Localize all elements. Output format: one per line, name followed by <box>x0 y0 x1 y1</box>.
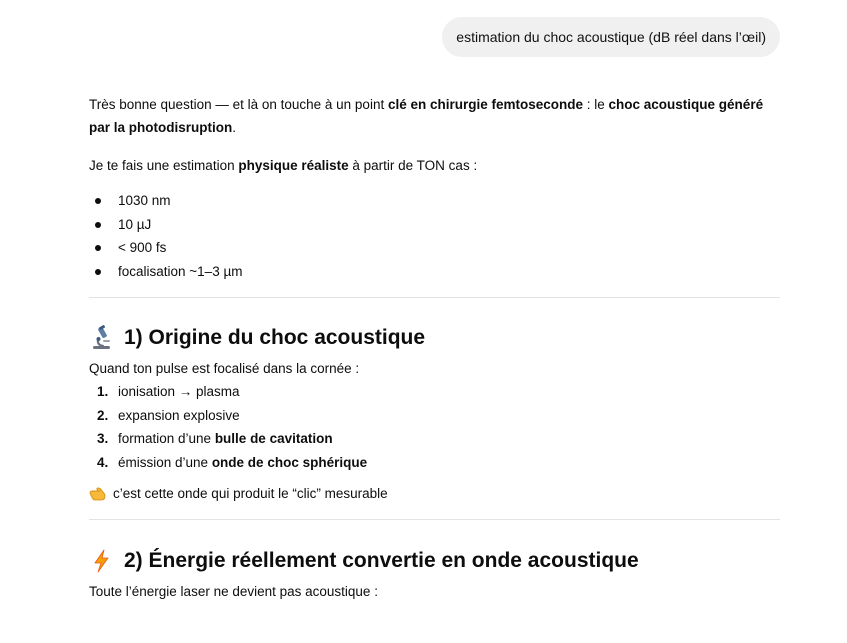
list-item-text: focalisation ~1–3 µm <box>118 263 243 279</box>
user-message-bubble <box>442 17 780 57</box>
list-number: 2. <box>97 407 109 423</box>
list-item <box>89 404 780 428</box>
list-item-bold: onde de choc sphérique <box>211 454 368 470</box>
user-message-text: estimation du choc acoustique (dB réel dans l’œil) <box>456 29 766 45</box>
lightning-icon <box>89 548 115 574</box>
note-text: c’est cette onde qui produit le “clic” mesurable <box>113 486 388 501</box>
list-number: 1. <box>97 384 109 399</box>
section-lead: Quand ton pulse est focalisé dans la cornée : <box>89 361 360 376</box>
list-item-text: émission d’une <box>118 454 212 470</box>
bullet-dot <box>95 245 101 251</box>
intro-text-3: . <box>232 120 237 135</box>
list-item-text: expansion explosive <box>118 407 240 423</box>
list-item <box>89 189 780 213</box>
list-item-text: < 900 fs <box>118 240 167 255</box>
list-item <box>89 260 780 284</box>
parameter-list <box>89 189 780 283</box>
list-item <box>89 213 780 237</box>
intro-bold-2: choc acoustique généré par la photodisruption <box>89 97 764 135</box>
intro-text-1: Très bonne question — et là on touche à un point <box>89 97 388 112</box>
assistant-response <box>89 93 780 603</box>
note-line <box>89 482 780 505</box>
list-number: 3. <box>97 431 109 446</box>
intro-paragraph <box>89 93 780 139</box>
list-item-text: ionisation → plasma <box>118 384 240 399</box>
list-item <box>89 236 780 260</box>
estimate-text-2: à partir de TON cas : <box>348 158 478 173</box>
list-item <box>89 380 780 404</box>
list-item-text: 10 µJ <box>118 216 152 232</box>
section-title: 2) Énergie réellement convertie en onde acoustique <box>124 549 639 572</box>
bullet-dot <box>95 269 101 275</box>
list-number: 4. <box>97 454 109 470</box>
list-item <box>89 451 780 475</box>
microscope-icon <box>89 325 115 351</box>
list-item-text: formation d’une <box>118 431 215 446</box>
estimate-bold: physique réaliste <box>238 158 349 173</box>
pointing-hand-icon <box>89 486 107 502</box>
estimate-text-1: Je te fais une estimation <box>89 158 239 173</box>
section-divider <box>89 519 780 520</box>
section-heading-origin <box>89 324 780 352</box>
section-lead: Toute l’énergie laser ne devient pas acoustique : <box>89 584 378 599</box>
section-heading-energy <box>89 547 780 575</box>
list-item-bold: bulle de cavitation <box>214 431 333 446</box>
estimate-paragraph <box>89 154 780 177</box>
list-item-text: 1030 nm <box>118 193 171 208</box>
bullet-dot <box>95 198 101 204</box>
steps-list <box>89 380 780 474</box>
section-divider <box>89 297 780 298</box>
bullet-dot <box>95 222 101 228</box>
list-item <box>89 427 780 451</box>
section-title: 1) Origine du choc acoustique <box>124 326 426 349</box>
intro-bold-1: clé en chirurgie femtoseconde <box>387 97 584 112</box>
intro-text-2: : le <box>583 97 609 112</box>
